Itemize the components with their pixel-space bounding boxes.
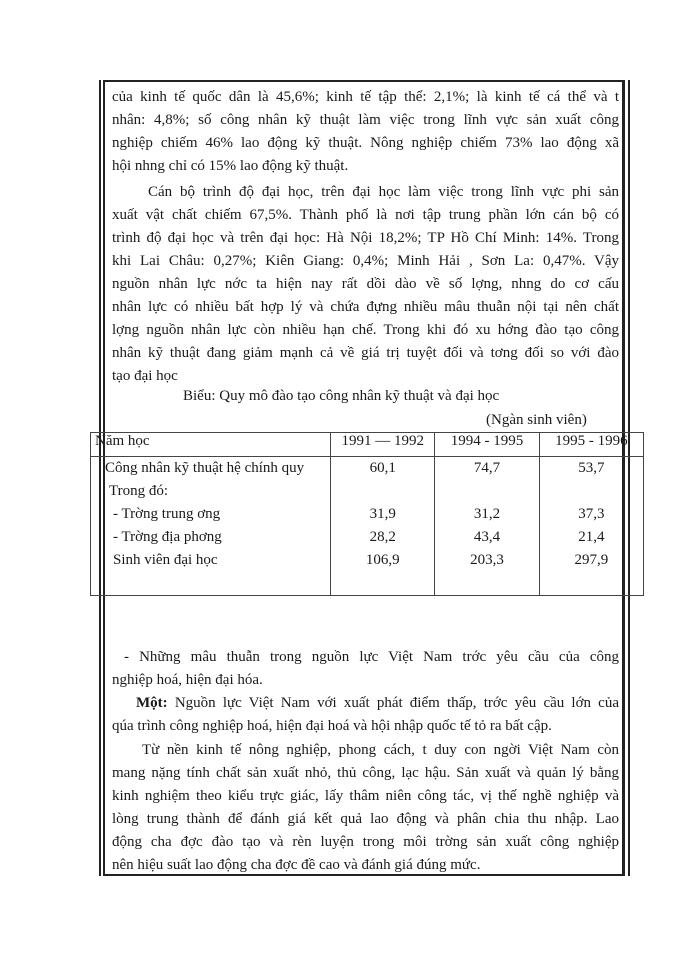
paragraph-5 xyxy=(112,739,619,877)
cell-value: 43,4 xyxy=(473,529,501,545)
text-line: của kinh tế quốc dân là 45,6%; kinh tế tập thể: 2,1%; là kinh tế cá thể và t xyxy=(112,89,619,105)
row-label: Sinh viên đại học xyxy=(113,552,218,568)
text-line: lòng trung thành để đánh giá kết quả lao động và phân chia thu nhập. Lao xyxy=(112,811,619,827)
text-line: xuất vật chất chiếm 67,5%. Thành phố là nơi tập trung phần lớn cán bộ có xyxy=(112,207,619,223)
cell-value: 53,7 xyxy=(578,460,605,476)
cell-value: 203,3 xyxy=(470,552,504,568)
paragraph-4 xyxy=(112,692,619,738)
paragraph-2 xyxy=(112,181,619,388)
row-label: Công nhân kỹ thuật hệ chính quy xyxy=(105,460,305,476)
header-cell: 1991 — 1992 xyxy=(331,433,435,457)
value-column xyxy=(331,457,435,596)
row-label: - Trờng địa phơng xyxy=(113,529,222,545)
text-line: trình độ đại học và trên đại học: Hà Nội 18,2%; TP Hồ Chí Minh: 14%. Trong xyxy=(112,230,619,246)
cell-value: 60,1 xyxy=(369,460,396,476)
text-line: nhân kỹ thuật đang giảm mạnh cả về giá trị tuyệt đối và tơng đối so với đào xyxy=(112,345,619,361)
row-label: Trong đó: xyxy=(109,483,169,499)
paragraph-1 xyxy=(112,86,619,178)
text-line: nhân: 4,8%; số công nhân kỹ thuật làm việc trong lĩnh vực sản xuất công xyxy=(112,112,619,128)
table-title: Biểu: Quy mô đào tạo công nhân kỹ thuật và đại học xyxy=(183,388,500,404)
cell-value: 21,4 xyxy=(578,529,605,545)
value-column xyxy=(435,457,539,596)
cell-value: 297,9 xyxy=(574,552,609,568)
text-line: hội nhng chỉ có 15% lao động kỹ thuật. xyxy=(112,158,349,174)
cell-value: 31,2 xyxy=(473,506,501,522)
text-line: khi Lai Châu: 0,27%; Kiên Giang: 0,4%; Minh Hải , Sơn La: 0,47%. Vậy xyxy=(112,253,619,269)
text-line: - Những mâu thuẫn trong nguồn lực Việt Nam trớc yêu cầu của công xyxy=(124,649,619,665)
cell-value: 74,7 xyxy=(473,460,501,476)
table-header-row xyxy=(91,433,644,457)
label-column xyxy=(91,457,331,596)
text-line: mang nặng tính chất sản xuất nhỏ, thủ công, lạc hậu. Sản xuất và quản lý bằng xyxy=(112,765,619,781)
text-line: kinh nghiệm theo kiểu trực giác, lấy thâm niên công tác, vị thế nghề nghiệp và xyxy=(112,788,619,804)
data-table xyxy=(90,432,644,596)
text-line: nguồn nhân lực nớc ta hiện nay rất dồi dào về số lợng, nhng do cơ cấu xyxy=(112,276,619,292)
header-cell: 1995 - 1996 xyxy=(539,433,643,457)
text-line: nghiệp hoá, hiện đại hóa. xyxy=(112,672,263,688)
cell-value: 28,2 xyxy=(369,529,396,545)
text-line: nên hiệu suất lao động cha đợc đề cao và đánh giá đúng mức. xyxy=(112,857,481,873)
table-row xyxy=(91,457,644,596)
text-line: tạo đại học xyxy=(112,368,178,384)
cell-value: 106,9 xyxy=(365,552,400,568)
cell-value: 37,3 xyxy=(578,506,605,522)
text-line: nghiệp chiếm 46% lao động kỹ thuật. Nông nghiệp chiếm 73% lao động xã xyxy=(112,135,619,151)
text-line xyxy=(112,692,619,715)
text-line: động cha đợc đào tạo và rèn luyện trong môi trờng sản xuất công nghiệp xyxy=(112,834,619,850)
text-line: lợng nguồn nhân lực còn nhiều hạn chế. Trong khi đó xu hớng đào tạo công xyxy=(112,322,619,338)
value-column xyxy=(539,457,643,596)
bold-lead: Một: xyxy=(136,695,168,711)
text-line: Cán bộ trình độ đại học, trên đại học làm việc trong lĩnh vực phi sản xyxy=(148,184,619,200)
header-cell: Năm học xyxy=(91,433,331,457)
row-label: - Trờng trung ơng xyxy=(113,506,221,522)
header-cell: 1994 - 1995 xyxy=(435,433,539,457)
cell-value xyxy=(441,480,532,503)
text-line: qúa trình công nghiệp hoá, hiện đại hoá và hội nhập quốc tế tỏ ra bất cập. xyxy=(112,718,552,734)
text-line: nhân lực có nhiều bất hợp lý và chứa đựng nhiều mâu thuẫn nội tại nên chất xyxy=(112,299,619,315)
paragraph-3 xyxy=(112,646,619,692)
cell-value xyxy=(337,480,428,503)
table-unit: (Ngàn sinh viên) xyxy=(486,412,587,428)
cell-value xyxy=(546,480,637,503)
cell-value: 31,9 xyxy=(369,506,396,522)
text-line: Từ nền kinh tế nông nghiệp, phong cách, t duy con ngời Việt Nam còn xyxy=(142,742,619,758)
text-run: Nguồn lực Việt Nam với xuất phát điểm thấp, trớc yêu cầu lớn của xyxy=(167,695,619,711)
